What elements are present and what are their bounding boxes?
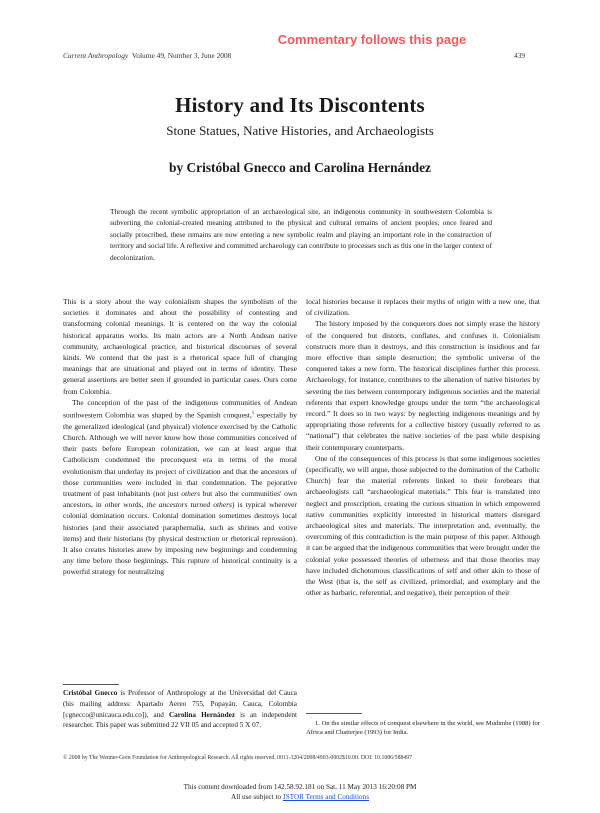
body-paragraph: One of the consequences of this process is that some indigenous societies (specifically, we will argue, those subjected to the domination of the Catholic Church) fear the material referents linked to their forebears that archaeologists call “archaeological materials.” This fear is translated into neglect and proscription, creating the curious situation in which empowered native communities explicitly interested in historical matters disregard archaeological sites and materials. The interpretation and, eventually, the overcoming of this contradiction is the main purpose of this paper. Although it can be argued that the indigenous communities that were brought under the colonial yoke possessed theories of otherness and that those theories may have included dichotomous classifications of self and other akin to those of the West (that is, the self as civilized, primordial, and exemplary and the other as barbaric, referential, and negative), their perception of their [306, 453, 540, 598]
body-paragraph: This is a story about the way colonialism shapes the symbolism of the societies it dominates and about the possibility of contesting and transforming colonial meanings. It is centered on the way the colonial historical apparatus works. Its main actors are a North Andean native community, archaeological practice, and historical discourses of several kinds. We contend that the past is a rhetorical space full of changing meanings that are situational and played out in terms of identity. These general assertions are better seen if grounded in particular cases. Ours come from Colombia. [63, 297, 297, 396]
author-bio: Cristóbal Gnecco is Professor of Anthropology at the Universidad del Cauca (his mailing address: Apartado Aereo 755, Popayán, Cauca, Colombia [cgnecco@unicauca.edu.co]), and Carolina Hernández is an independent researcher. This paper was submitted 22 VII 05 and accepted 5 X 07. [63, 689, 297, 730]
author-name: Cristóbal Gnecco [63, 689, 118, 697]
commentary-banner: Commentary follows this page [277, 32, 467, 47]
article-authors: by Cristóbal Gnecco and Carolina Hernández [169, 160, 431, 175]
body-paragraph: local histories because it replaces their myths of origin with a new one, that of civilization. [306, 297, 540, 318]
body-paragraph: The history imposed by the conquerors does not simply erase the history of the conquered but distorts, conflates, and confuses it. Colonialism constructs more than it destroys, and this construction is insidious and far more effective than simple destruction; the symbolic universe of the conquered takes a new form. The historical disciplines further this process. Archaeology, for instance, contributes to the alienation of native histories by severing the ties between contemporary indigenous societies and the material referents that expert knowledge groups under the term “the archaeological record.” It does so in two ways: by neglecting indigenous meanings and by appropriating those referents for a collective history (usually referred to as “national”) that celebrates the native societies of the past while despising their contemporary counterparts. [306, 319, 540, 452]
terms-line: All use subject to JSTOR Terms and Conditions [231, 793, 369, 801]
jstor-terms-link[interactable]: JSTOR Terms and Conditions [282, 793, 369, 801]
article-title: History and Its Discontents [175, 93, 425, 117]
footnote: 1. On the similar effects of conquest elsewhere in the world, see Mudimbe (1988) for Africa and Chatterjee (1993) for India. [306, 720, 540, 737]
download-notice [0, 782, 600, 802]
copyright-line: © 2008 by The Wenner-Gren Foundation for Anthropological Research. All rights reserved. 0011-3204/2008/4903-0002$10.00. DOI: 10.1086/588497 [63, 755, 413, 761]
article-subtitle: Stone Statues, Native Histories, and Archaeologists [166, 123, 434, 138]
abstract: Through the recent symbolic appropriation of an archaeological site, an indigenous community in southwestern Colombia is subverting the colonial-created meaning attributed to the physical and cultural remains of ancient peoples; once feared and socially proscribed, these remains are now entering a new symbolic realm and playing an important role in the construction of territory and social life. A reflexive and committed archaeology can contribute to processes such as this one in the larger context of decolonization. [110, 207, 493, 262]
footnote-divider [306, 713, 362, 714]
body-paragraph: The conception of the past of the indigenous communities of Andean southwestern Colombia was shaped by the Spanish conquest,$^1$ especially by the generalized ideological (and physical) violence exercised by the Catholic Church. Although we will never know how those communities conceived of their pasts before European colonization, we can at least argue that Catholicism condemned the preconquest era in terms of the moral evolutionism that underlay its project of civilization and that the ancestors of those communities were included in that condemnation. The pejorative treatment of past inhabitants (not just others but also the communities' own ancestors, in other words, the ancestors turned others) is typical wherever colonial domination occurs. Colonial domination sometimes destroys local histories (and their associated paraphernalia, such as shrines and votive items) and their historians (by physical destruction or rhetorical repression). It also creates histories anew by imposing new beginnings and condemning any time before those beginnings. This rupture of historical continuity is a powerful strategy for neutralizing [63, 397, 298, 577]
footnote-ref[interactable]: 1 [251, 411, 255, 417]
page-number: 439 [514, 51, 526, 60]
journal-name: Current Anthropology [63, 51, 129, 60]
running-header [63, 51, 525, 60]
issue-details: Volume 49, Number 3, June 2008 [131, 51, 232, 60]
bio-divider [63, 684, 119, 685]
download-info: This content downloaded from 142.58.92.181 on Sat, 11 May 2013 16:20:08 PM [183, 783, 417, 791]
author-name: Carolina Hernández [168, 710, 236, 719]
right-column [306, 296, 540, 598]
left-column [63, 296, 297, 578]
